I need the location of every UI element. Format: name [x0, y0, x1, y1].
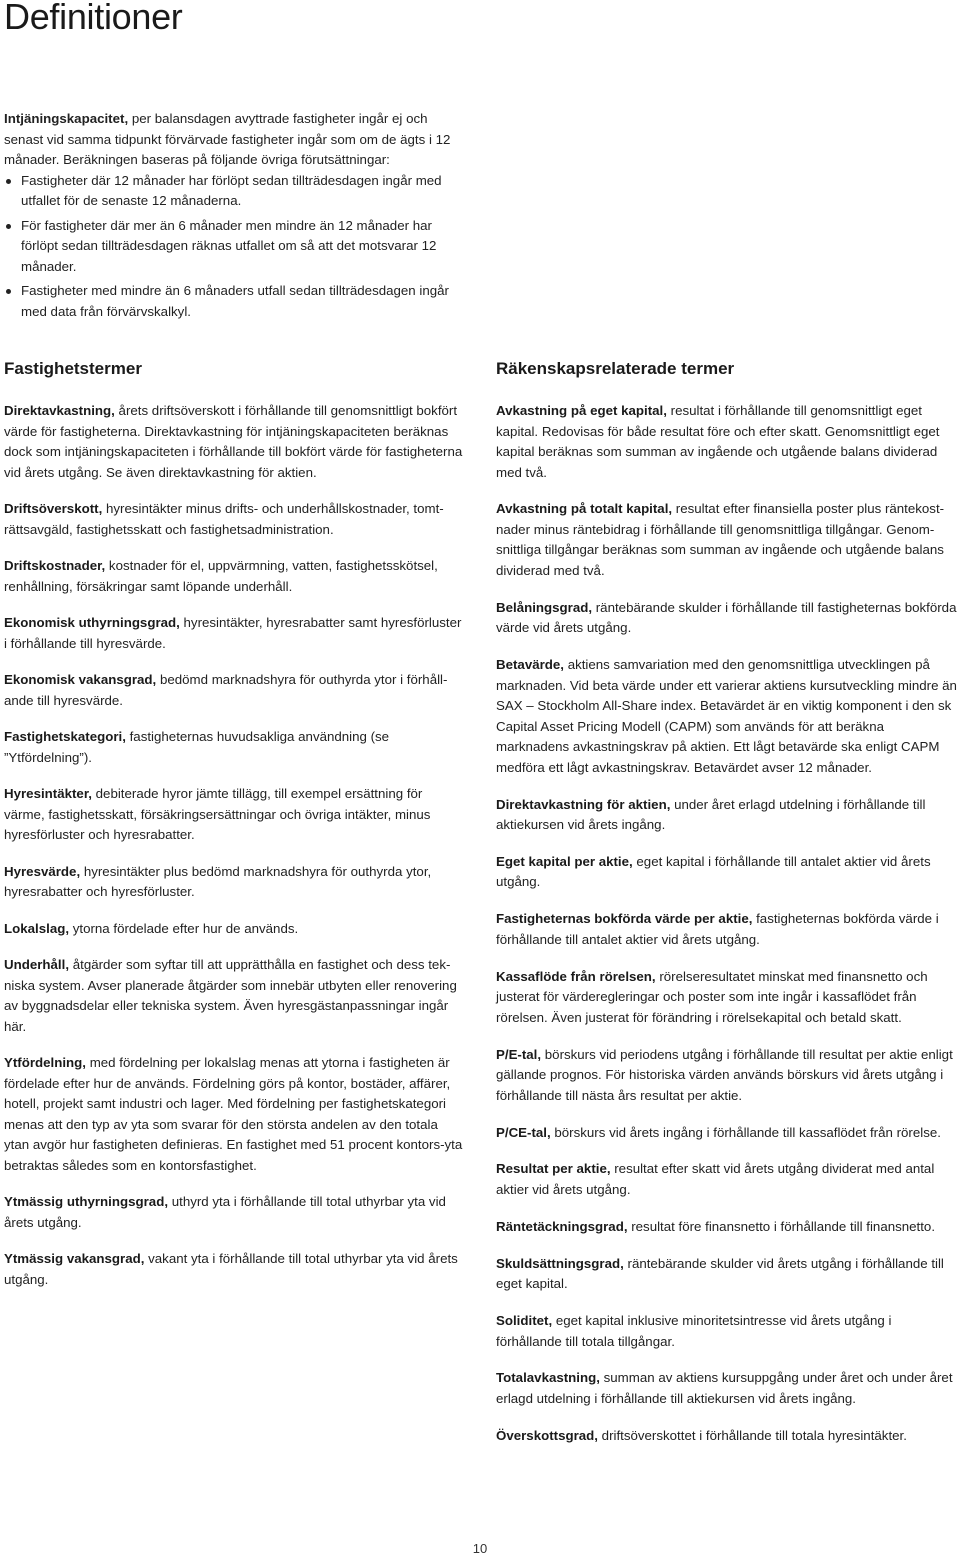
- term-description: fastigheternas huvudsakliga användning (se ”Ytfördelning”).: [4, 729, 390, 765]
- term-description: resultat efter skatt vid årets utgång dividerat med antal aktier vid årets utgång.: [496, 1161, 935, 1197]
- term-description: räntebärande skulder i förhållande till fastigheternas bokförda värde vid årets utgång.: [496, 599, 957, 636]
- definition-item: [4, 1249, 466, 1290]
- term-description: årets driftsöverskott i förhållande till genomsnittligt bokfört värde för fastigheterna. Direktavkastning för intjäningskapaciteten beräknas dock som intjäningskapaciteten i förhållande till bokfört värde för fastigheterna vid årets utgång. Se även direktavkastning för aktien.: [4, 403, 463, 480]
- term-description: bedömd marknadshyra för outhyrda ytor i förhåll-ande till hyresvärde.: [4, 672, 448, 708]
- term-name: Fastighetskategori,: [4, 729, 126, 744]
- property-terms-column: [4, 356, 466, 1306]
- term-name: Betavärde,: [496, 657, 564, 673]
- term-description: börskurs vid periodens utgång i förhållande till resultat per aktie enligt gällande prognos. För historiska värden används börskurs vid årets utgång i förhållande till nästa års resultat per aktie.: [496, 1046, 953, 1103]
- term-name: Avkastning på eget kapital,: [496, 403, 667, 418]
- definition-item: [496, 1254, 958, 1295]
- term-description: under året erlagd utdelning i förhållande till aktiekursen vid årets ingång.: [496, 796, 926, 833]
- definition-item: [4, 727, 466, 768]
- page-title: Definitioner: [4, 0, 183, 37]
- term-description: hyresintäkter, hyresrabatter samt hyresförluster i förhållande till hyresvärde.: [4, 615, 462, 651]
- definition-item: [4, 955, 466, 1037]
- term-description: uthyrd yta i förhållande till total uthyrbar yta vid årets utgång.: [4, 1194, 446, 1230]
- definition-item: [496, 1426, 958, 1447]
- bullet-item: Fastigheter där 12 månader har förlöpt sedan tillträdesdagen ingår med utfallet för de senaste 12 månaderna.: [4, 171, 466, 212]
- definition-item: [4, 1053, 466, 1176]
- term-description: räntebärande skulder vid årets utgång i förhållande till eget kapital.: [496, 1255, 944, 1292]
- intro-paragraph: [4, 109, 466, 171]
- term-description: vakant yta i förhållande till total uthyrbar yta vid årets utgång.: [4, 1251, 458, 1287]
- definition-item: [4, 556, 466, 597]
- financial-terms-column: [496, 356, 958, 1463]
- term-name: Resultat per aktie,: [496, 1161, 611, 1177]
- term-name: P/E-tal,: [496, 1046, 542, 1062]
- bullet-item: Fastigheter med mindre än 6 månaders utfall sedan tillträdesdagen ingår med data från förvärvskalkyl.: [4, 281, 466, 322]
- term-name: Ytmässig uthyrningsgrad,: [4, 1194, 169, 1209]
- intro-definition: [4, 109, 466, 322]
- term-name: Avkastning på totalt kapital,: [496, 501, 673, 517]
- definition-item: [496, 909, 958, 950]
- term-name: Totalavkastning,: [496, 1370, 600, 1386]
- term-description: driftsöverskottet i förhållande till totala hyresintäkter.: [597, 1427, 907, 1443]
- term-name: Överskottsgrad,: [496, 1427, 598, 1443]
- definition-item: [496, 598, 958, 639]
- term-name: P/CE-tal,: [496, 1124, 551, 1140]
- definition-item: [496, 1368, 958, 1409]
- definition-item: [4, 670, 466, 711]
- term-description: kostnader för el, uppvärmning, vatten, fastighetsskötsel, renhållning, försäkringar samt löpande underhåll.: [4, 558, 438, 594]
- term-name: Hyresvärde,: [4, 863, 81, 879]
- term-name: Direktavkastning,: [4, 403, 115, 418]
- term-description: eget kapital inklusive minoritetsintresse vid årets utgång i förhållande till totala tillgångar.: [496, 1313, 892, 1349]
- term-name: Direktavkastning för aktien,: [496, 796, 671, 812]
- definition-item: [496, 1045, 958, 1107]
- term-name: Eget kapital per aktie,: [496, 853, 633, 869]
- definition-item: [496, 655, 958, 778]
- section-heading: Fastighetstermer: [4, 359, 142, 378]
- term-name: Ekonomisk uthyrningsgrad,: [4, 615, 180, 630]
- definition-item: [4, 1192, 466, 1233]
- definition-item: [4, 784, 466, 846]
- section-heading: Räkenskapsrelaterade termer: [496, 359, 735, 378]
- term-description: hyresintäkter plus bedömd marknadshyra för outhyrda ytor, hyresrabatter och hyresförluster.: [4, 863, 432, 899]
- bullet-item: För fastigheter där mer än 6 månader men mindre än 12 månader har förlöpt sedan tillträdesdagen räknas utfallet om så att det motsvarar 12 månader.: [4, 216, 466, 278]
- term-description: börskurs vid årets ingång i förhållande till kassaflödet från rörelse.: [550, 1124, 941, 1140]
- term-description: resultat före finansnetto i förhållande till finansnetto.: [627, 1218, 936, 1234]
- term-description: resultat efter finansiella poster plus räntekost-nader minus räntebidrag i förhållande till genomsnittliga tillgångar. Genom-snittliga tillgångar beräknas som summan av ingående och utgående balans dividerad med två.: [496, 501, 945, 578]
- term-name: Lokalslag,: [4, 920, 70, 936]
- term-description: per balansdagen avyttrade fastigheter ingår ej och senast vid samma tidpunkt förvärvade fastigheter ingår som om de ägts i 12 månader. Beräkningen baseras på följande övriga förutsättningar:: [4, 111, 451, 167]
- term-description: rörelseresultatet minskat med finansnetto och justerat för värderegleringar och poster som inte ingår i kassaflödet från rörelsen. Även justerat för förändring i rörelsekapital och betald skatt.: [496, 968, 928, 1025]
- term-name: Ytmässig vakansgrad,: [4, 1251, 145, 1266]
- term-name: Belåningsgrad,: [496, 599, 593, 615]
- definition-item: [4, 862, 466, 903]
- term-description: fastigheternas bokförda värde i förhållande till antalet aktier vid årets utgång.: [496, 911, 939, 947]
- term-description: aktiens samvariation med den genomsnittliga utvecklingen på marknaden. Vid beta värde under ett varierar aktiens kursutveckling mindre än SAX – Stockholm All-Share index. Betavärdet är en viktig komponent i den sk Capital Asset Pricing Modell (CAPM) som används för att beräkna marknadens avkastningskrav på aktien. Ett lågt betavärde ska enligt CAPM medföra ett lågt avkastningskrav. Betavärdet avser 12 månader.: [496, 657, 957, 775]
- definition-item: [496, 1217, 958, 1238]
- term-description: hyresintäkter minus drifts- och underhållskostnader, tomt-rättsavgäld, fastighetsskatt och fastighetsadministration.: [4, 501, 444, 537]
- term-description: med fördelning per lokalslag menas att ytorna i fastigheten är fördelade efter hur de används. Fördelning görs på kontor, bostäder, affärer, hotell, projekt samt industri och lager. Med fördelning per fastighetskategori menas att den typ av yta som svarar för den största andelen av den totala ytan avgör hur fastigheten definieras. En fastighet med 51 procent kontors-yta betraktas således som en kontorsfastighet.: [4, 1055, 463, 1173]
- term-name: Kassaflöde från rörelsen,: [496, 968, 656, 984]
- term-name: Ytfördelning,: [4, 1055, 86, 1070]
- term-description: resultat i förhållande till genomsnittligt eget kapital. Redovisas för både resultat före och efter skatt. Genomsnittligt eget kapital beräknas som summan av ingående och utgående balans dividerad med två.: [496, 403, 940, 480]
- definition-item: [496, 967, 958, 1029]
- definition-item: [496, 1123, 958, 1144]
- term-name: Skuldsättningsgrad,: [496, 1255, 624, 1271]
- term-description: summan av aktiens kursuppgång under året och under året erlagd utdelning i förhållande till aktiekursen vid årets ingång.: [496, 1370, 953, 1406]
- term-name: Ekonomisk vakansgrad,: [4, 672, 157, 687]
- definition-item: [496, 1159, 958, 1200]
- term-name: Driftskostnader,: [4, 558, 106, 573]
- definition-item: [496, 1311, 958, 1352]
- term-description: ytorna fördelade efter hur de används.: [69, 920, 299, 936]
- term-name: Fastigheternas bokförda värde per aktie,: [496, 911, 753, 927]
- term-name: Intjäningskapacitet,: [4, 111, 129, 126]
- term-name: Räntetäckningsgrad,: [496, 1218, 628, 1234]
- term-description: debiterade hyror jämte tillägg, till exempel ersättning för värme, fastighetsskatt, försäkringsersättningar och övriga intäkter, minus hyresförluster och hyresrabatter.: [4, 786, 431, 842]
- term-description: åtgärder som syftar till att upprätthålla en fastighet och dess tek-niska system. Avser planerade åtgärder som innebär utbyten eller renovering av byggnadsdelar eller tekniska system. Även hyresgästanpassningar ingår här.: [4, 957, 457, 1034]
- intro-bullet-list: [4, 171, 466, 323]
- definition-item: [4, 401, 466, 483]
- term-name: Driftsöverskott,: [4, 501, 103, 516]
- definition-item: [4, 613, 466, 654]
- definition-item: [496, 499, 958, 581]
- definition-item: [496, 852, 958, 893]
- definition-item: [4, 919, 466, 940]
- term-description: eget kapital i förhållande till antalet aktier vid årets utgång.: [496, 853, 931, 890]
- page-number: 10: [472, 1541, 488, 1556]
- term-name: Underhåll,: [4, 957, 70, 972]
- definition-item: [496, 795, 958, 836]
- term-name: Soliditet,: [496, 1313, 553, 1329]
- definition-item: [496, 401, 958, 483]
- definition-item: [4, 499, 466, 540]
- term-name: Hyresintäkter,: [4, 786, 92, 801]
